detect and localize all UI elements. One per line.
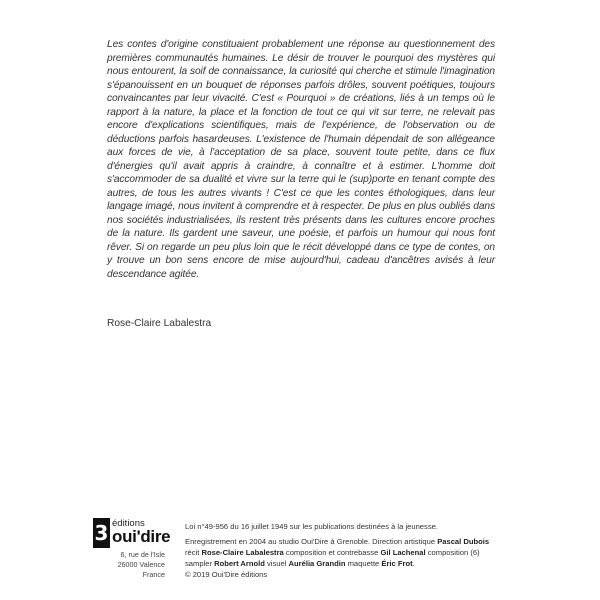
credit-text: . [412, 559, 415, 568]
publisher-logo-small: éditions [112, 518, 145, 529]
address-line: France [142, 570, 165, 579]
credit-text: composition et contrebasse [283, 548, 381, 557]
law-notice: Loi n°49-956 du 16 juillet 1949 sur les publications destinées à la jeunesse. [185, 522, 438, 531]
credit-name: Éric Frot [381, 559, 413, 568]
credit-name: Pascal Dubois [437, 537, 490, 546]
credits [185, 536, 495, 569]
main-text: Les contes d'origine constituaient probablement une réponse au questionnement des premières communautés humaines. Le désir de trouver le pourquoi des mystères qui nous entourent, la soif de connaissance, la curiosité qui cherche et stimule l'imagination s'épanouissent en un bouquet de réponses parfois drôles, souvent poétiques, toujours convaincantes par leur vivacité. C'est « Pourquoi » de créations, liés à un temps où le rapport à la nature, la place et la fonction de tout ce qui vit sur terre, ne relevait pas encore d'explications scientifiques, mais de l'expérience, de l'observation ou de déductions parfois hasardeuses. L'existence de l'humain dépendait de son allégeance aux forces de vie, à l'acceptation de sa place, souvent toute petite, dans ce flux d'énergies qu'il avait appris à craindre, à connaître et à estimer. L'homme doit s'accommoder de sa dualité et vivre sur la terre qui le (sup)porte en tenant compte des autres, de tous les autres vivants ! C'est ce que les contes éthologiques, dans leur langage imagé, nous invitent à comprendre et à respecter. De plus en plus oubliés dans nos sociétés industrialisées, ils restent très présents dans les cultures encore proches de la nature. Ils gardent une saveur, une poésie, et parfois un humour qui nous font rêver. Si on regarde un peu plus loin que le récit développé dans ce type de contes, on y trouve un bon sens encore de mise aujourd'hui, cadeau d'ancêtres avisés à leur descendance agitée. [107, 39, 495, 280]
svg-text:3: 3 [94, 521, 109, 545]
credit-text: maquette [345, 559, 382, 568]
credit-text: récit [185, 548, 202, 557]
credit-text: Enregistrement en 2004 au studio Oui'Dire à Grenoble. Direction artistique [185, 537, 438, 546]
credit-name: Rose-Claire Labalestra [201, 548, 284, 557]
publisher-logo-mark-icon [93, 518, 110, 548]
credit-name: Aurélia Grandin [288, 559, 346, 568]
address-line: 26000 Valence [117, 560, 165, 569]
publisher-logo-text [112, 518, 170, 545]
credit-name: Gil Lachenal [380, 548, 426, 557]
author-signature: Rose-Claire Labalestra [107, 318, 212, 329]
legal-notice [185, 521, 495, 580]
publisher-address [93, 550, 171, 580]
address-line: 6, rue de l'Isle [120, 550, 165, 559]
publisher-logo [93, 518, 171, 548]
credit-name: Robert Arnold [214, 559, 265, 568]
credit-text: visuel [264, 559, 289, 568]
publisher-block [93, 518, 171, 580]
publisher-logo-name: oui'dire [112, 526, 171, 546]
copyright: © 2019 Oui'Dire éditions [185, 570, 268, 579]
credit-text: composition (6) sampler [185, 548, 480, 568]
